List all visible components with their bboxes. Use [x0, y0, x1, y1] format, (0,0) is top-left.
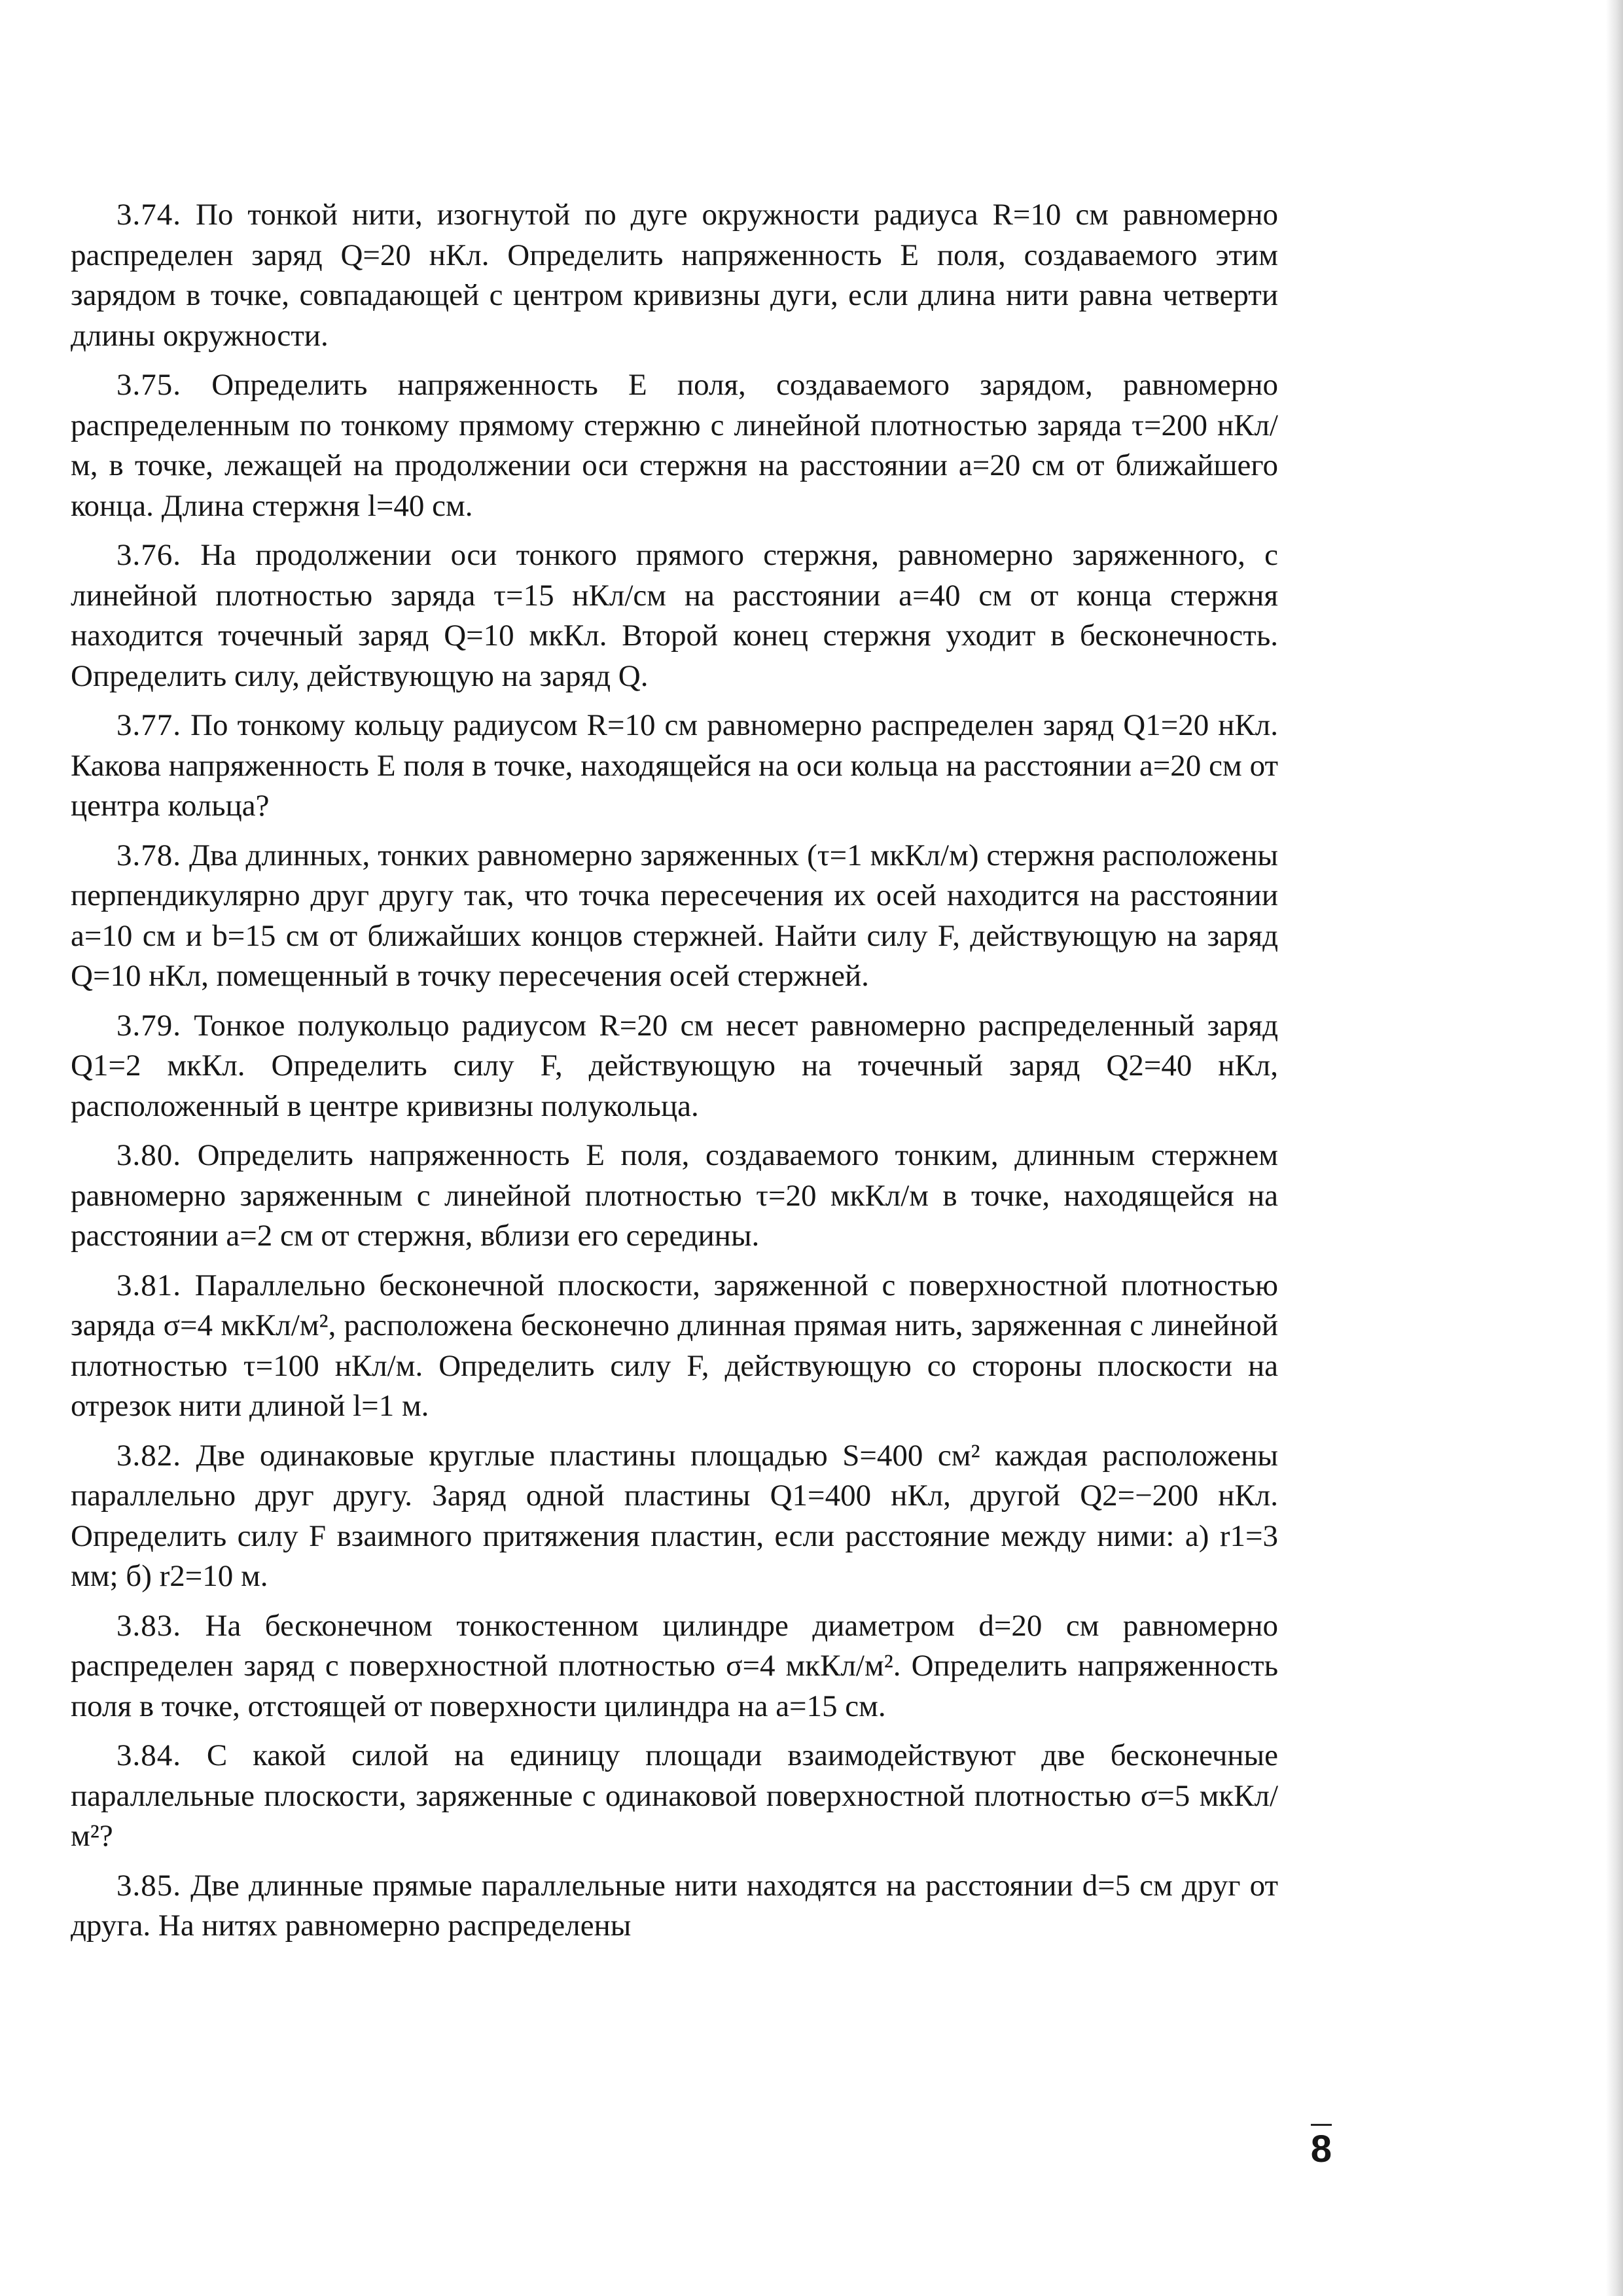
problem-3-85 — [71, 1866, 1278, 1946]
problem-text: Два длинных, тонких равномерно заряженных (τ=1 мкКл/м) стержня расположены перпендикулярно друг другу так, что точка пересечения их осей находится на расстоянии a=10 см и b=15 см от ближайших концов стержней. Найти силу F, действующую на заряд Q=10 нКл, помещенный в точку пересечения осей стержней. — [71, 838, 1279, 993]
problem-number: 3.79. — [116, 1008, 181, 1043]
problem-number: 3.82. — [116, 1438, 181, 1473]
problem-number: 3.80. — [116, 1138, 181, 1172]
problem-text: По тонкому кольцу радиусом R=10 см равномерно распределен заряд Q1=20 нКл. Какова напряженность E поля в точке, находящейся на оси кольца на расстоянии a=20 см от центра кольца? — [71, 708, 1278, 823]
problem-3-76 — [71, 535, 1278, 696]
scan-edge-shadow — [1606, 0, 1623, 2296]
problem-number: 3.75. — [116, 368, 181, 402]
problem-text: С какой силой на единицу площади взаимодействуют две бесконечные параллельные плоскости, заряженные с одинаковой поверхностной плотностью σ=5 мкКл/м²? — [71, 1738, 1278, 1853]
problem-text: Две длинные прямые параллельные нити находятся на расстоянии d=5 см друг от друга. На нитях равномерно распределены — [71, 1868, 1279, 1943]
problem-3-84 — [71, 1736, 1278, 1857]
problem-text: Две одинаковые круглые пластины площадью S=400 см² каждая расположены параллельно друг другу. Заряд одной пластины Q1=400 нКл, другой Q2=−200 нКл. Определить силу F взаимного притяжения пластин, если расстояние между ними: а) r1=3 мм; б) r2=10 м. — [71, 1438, 1279, 1593]
problem-number: 3.85. — [116, 1868, 181, 1903]
problem-3-79 — [71, 1006, 1278, 1127]
problems-column — [71, 195, 1278, 1956]
problem-text: Тонкое полукольцо радиусом R=20 см несет равномерно распределенный заряд Q1=2 мкКл. Определить силу F, действующую на точечный заряд Q2=40 нКл, расположенный в центре кривизны полукольца. — [71, 1008, 1279, 1123]
problem-3-75 — [71, 365, 1278, 526]
problem-number: 3.76. — [116, 538, 181, 572]
problem-number: 3.83. — [116, 1608, 181, 1643]
problem-number: 3.77. — [116, 708, 181, 742]
problem-text: Определить напряженность E поля, создаваемого тонким, длинным стержнем равномерно заряженным с линейной плотностью τ=20 мкКл/м в точке, находящейся на расстоянии a=2 см от стержня, вблизи его середины. — [71, 1138, 1278, 1253]
problem-3-80 — [71, 1136, 1278, 1257]
problem-number: 3.81. — [116, 1268, 181, 1302]
problem-number: 3.84. — [116, 1738, 181, 1772]
problem-3-78 — [71, 836, 1278, 997]
problem-text: На продолжении оси тонкого прямого стержня, равномерно заряженного, с линейной плотностью заряда τ=15 нКл/см на расстоянии a=40 см от конца стержня находится точечный заряд Q=10 мкКл. Второй конец стержня уходит в бесконечность. Определить силу, действующую на заряд Q. — [71, 538, 1278, 693]
page-number: 8 — [1311, 2124, 1332, 2171]
problem-3-82 — [71, 1436, 1278, 1597]
problem-3-74 — [71, 195, 1278, 356]
problem-text: По тонкой нити, изогнутой по дуге окружности радиуса R=10 см равномерно распределен заряд Q=20 нКл. Определить напряженность E поля, создаваемого этим зарядом в точке, совпадающей с центром кривизны дуги, если длина нити равна четверти длины окружности. — [71, 198, 1278, 353]
problem-number: 3.74. — [116, 198, 181, 232]
problem-3-81 — [71, 1266, 1278, 1427]
problem-number: 3.78. — [116, 838, 181, 872]
problem-3-77 — [71, 706, 1278, 827]
problem-3-83 — [71, 1606, 1278, 1727]
problem-text: На бесконечном тонкостенном цилиндре диаметром d=20 см равномерно распределен заряд с поверхностной плотностью σ=4 мкКл/м². Определить напряженность поля в точке, отстоящей от поверхности цилиндра на a=15 см. — [71, 1608, 1278, 1723]
problem-text: Определить напряженность E поля, создаваемого зарядом, равномерно распределенным по тонкому прямому стержню с линейной плотностью заряда τ=200 нКл/м, в точке, лежащей на продолжении оси стержня на расстоянии a=20 см от ближайшего конца. Длина стержня l=40 см. — [71, 368, 1279, 523]
problem-text: Параллельно бесконечной плоскости, заряженной с поверхностной плотностью заряда σ=4 мкКл/м², расположена бесконечно длинная прямая нить, заряженная с линейной плотностью τ=100 нКл/м. Определить силу F, действующую со стороны плоскости на отрезок нити длиной l=1 м. — [71, 1268, 1278, 1423]
